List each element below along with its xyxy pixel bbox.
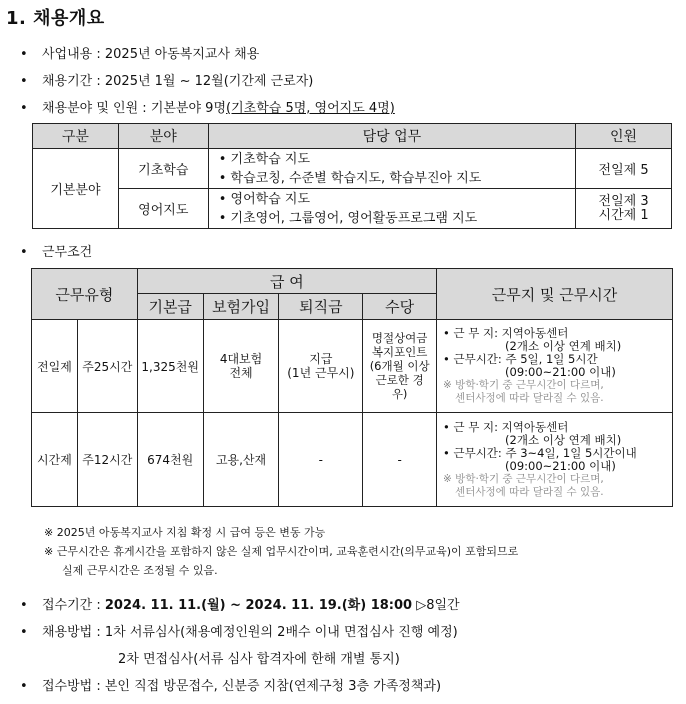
bullet-apply: • 접수방법 : 본인 직접 방문접수, 신분증 지참(연제구청 3층 가족정책과) — [20, 679, 442, 694]
header-field: 분야 — [118, 124, 208, 149]
header-base-pay: 기본급 — [137, 294, 203, 320]
duties-cell — [208, 189, 575, 229]
severance-line: 지급 — [309, 352, 333, 366]
place-line: • 근 무 지: 지역아동센터 — [443, 326, 569, 340]
allowance-cell: - — [363, 413, 437, 507]
bullet-fields-text: 채용분야 및 인원 : 기본분야 9명 — [42, 101, 227, 116]
bullet-business-text: 사업내용 : 2025년 아동복지교사 채용 — [42, 47, 260, 62]
insurance-cell — [203, 320, 279, 413]
header-work-type: 근무유형 — [32, 269, 138, 320]
hours-cell: 주12시간 — [77, 413, 137, 507]
time-note: 센터사정에 따라 달라질 수 있음. — [455, 485, 604, 498]
section-title: 1. 채용개요 — [6, 8, 105, 29]
time-note: ※ 방학·학기 중 근무시간이 다르며, — [443, 472, 604, 485]
bullet-fields-detail: (기초학습 5명, 영어지도 4명) — [226, 101, 395, 116]
note-hours-cont: 실제 근무시간은 조정될 수 있음. — [62, 564, 218, 577]
severance-line: (1년 근무시) — [287, 366, 355, 380]
bullet-conditions-text: 근무조건 — [42, 245, 93, 260]
conditions-table — [31, 268, 673, 507]
header-allowance: 수당 — [363, 294, 437, 320]
type-cell: 전일제 — [32, 320, 78, 413]
place-line: (2개소 이상 연계 배치) — [505, 432, 622, 447]
time-note: ※ 방학·학기 중 근무시간이 다르며, — [443, 379, 604, 391]
duties-cell — [208, 149, 575, 189]
note-pay: ※ 2025년 아동복지교사 지침 확정 시 급여 등은 변동 가능 — [44, 526, 326, 539]
base-pay-cell: 1,325천원 — [137, 320, 203, 413]
time-line: (09:00~21:00 이내) — [505, 458, 616, 473]
fields-table-header — [33, 124, 672, 149]
header-severance: 퇴직금 — [279, 294, 363, 320]
period-label: 접수기간 : — [42, 598, 105, 613]
bullet-method: • 채용방법 : 1차 서류심사(채용예정인원의 2배수 이내 면접심사 진행 예정) — [20, 625, 458, 640]
conditions-header-row — [32, 269, 673, 294]
header-count: 인원 — [576, 124, 672, 149]
base-pay-cell: 674천원 — [137, 413, 203, 507]
count-line: 전일제 3 — [598, 193, 649, 209]
group-cell: 기본분야 — [33, 149, 119, 229]
period-value: 2024. 11. 11.(월) ~ 2024. 11. 19.(화) 18:00 — [104, 598, 413, 613]
header-category: 구분 — [33, 124, 119, 149]
insurance-line: 전체 — [229, 366, 253, 380]
duty-line: • 기초학습 지도 — [218, 151, 310, 167]
period-suffix: ▷8일간 — [412, 598, 460, 613]
insurance-cell: 고용,산재 — [203, 413, 279, 507]
place-time-cell — [437, 320, 673, 413]
fields-table — [32, 123, 672, 229]
header-insurance: 보험가입 — [203, 294, 279, 320]
count-cell — [576, 189, 672, 229]
count-cell: 전일제 5 — [576, 149, 672, 189]
type-cell: 시간제 — [32, 413, 78, 507]
allowance-line: 복지포인트 — [371, 345, 428, 359]
time-line: (09:00~21:00 이내) — [505, 365, 616, 379]
note-hours: ※ 근무시간은 휴게시간을 포함하지 않은 실제 업무시간이며, 교육훈련시간(의무교육)이 포함되므로 — [44, 545, 519, 558]
table-row — [32, 320, 673, 413]
header-place-time: 근무지 및 근무시간 — [437, 269, 673, 320]
time-note: 센터사정에 따라 달라질 수 있음. — [455, 392, 604, 404]
method-line2: 2차 면접심사(서류 심사 합격자에 한해 개별 통지) — [118, 652, 400, 667]
header-pay: 급 여 — [137, 269, 436, 294]
duty-line: • 학습코칭, 수준별 학습지도, 학습부진아 지도 — [218, 170, 482, 186]
bullet-period: • 채용기간 : 2025년 1월 ~ 12월(기간제 근로자) — [20, 74, 314, 89]
apply-text: 접수방법 : 본인 직접 방문접수, 신분증 지참(연제구청 3층 가족정책과) — [42, 679, 442, 694]
severance-cell — [279, 320, 363, 413]
table-row — [33, 149, 672, 189]
insurance-line: 4대보험 — [219, 352, 263, 366]
bullet-application-period: • 접수기간 : 2024. 11. 11.(월) ~ 2024. 11. 19.(화) 18:00 ▷8일간 — [20, 598, 460, 613]
field-cell: 영어지도 — [118, 189, 208, 229]
bullet-fields: • 채용분야 및 인원 : 기본분야 9명(기초학습 5명, 영어지도 4명) — [20, 101, 395, 116]
place-time-cell — [437, 413, 673, 507]
duty-line: • 영어학습 지도 — [218, 191, 310, 207]
table-row — [33, 189, 672, 229]
allowance-line: 명절상여금 — [371, 331, 428, 345]
count-line: 시간제 1 — [598, 207, 649, 223]
bullet-conditions: • 근무조건 — [20, 245, 93, 260]
field-cell: 기초학습 — [118, 149, 208, 189]
bullet-business: • 사업내용 : 2025년 아동복지교사 채용 — [20, 47, 260, 62]
allowance-line: 근로한 경 — [375, 373, 424, 387]
allowance-line: 우) — [391, 387, 408, 401]
time-line: • 근무시간: 주 3~4일, 1일 5시간이내 — [443, 445, 637, 460]
bullet-period-text: 채용기간 : 2025년 1월 ~ 12월(기간제 근로자) — [42, 74, 314, 89]
method-line1: 채용방법 : 1차 서류심사(채용예정인원의 2배수 이내 면접심사 진행 예정) — [42, 625, 458, 640]
time-line: • 근무시간: 주 5일, 1일 5시간 — [443, 352, 598, 366]
severance-cell: - — [279, 413, 363, 507]
place-line: (2개소 이상 연계 배치) — [505, 339, 622, 353]
hours-cell: 주25시간 — [77, 320, 137, 413]
allowance-line: (6개월 이상 — [369, 359, 430, 373]
duty-line: • 기초영어, 그룹영어, 영어활동프로그램 지도 — [218, 210, 478, 226]
table-row — [32, 413, 673, 507]
allowance-cell — [363, 320, 437, 413]
header-duties: 담당 업무 — [208, 124, 575, 149]
place-line: • 근 무 지: 지역아동센터 — [443, 419, 569, 434]
